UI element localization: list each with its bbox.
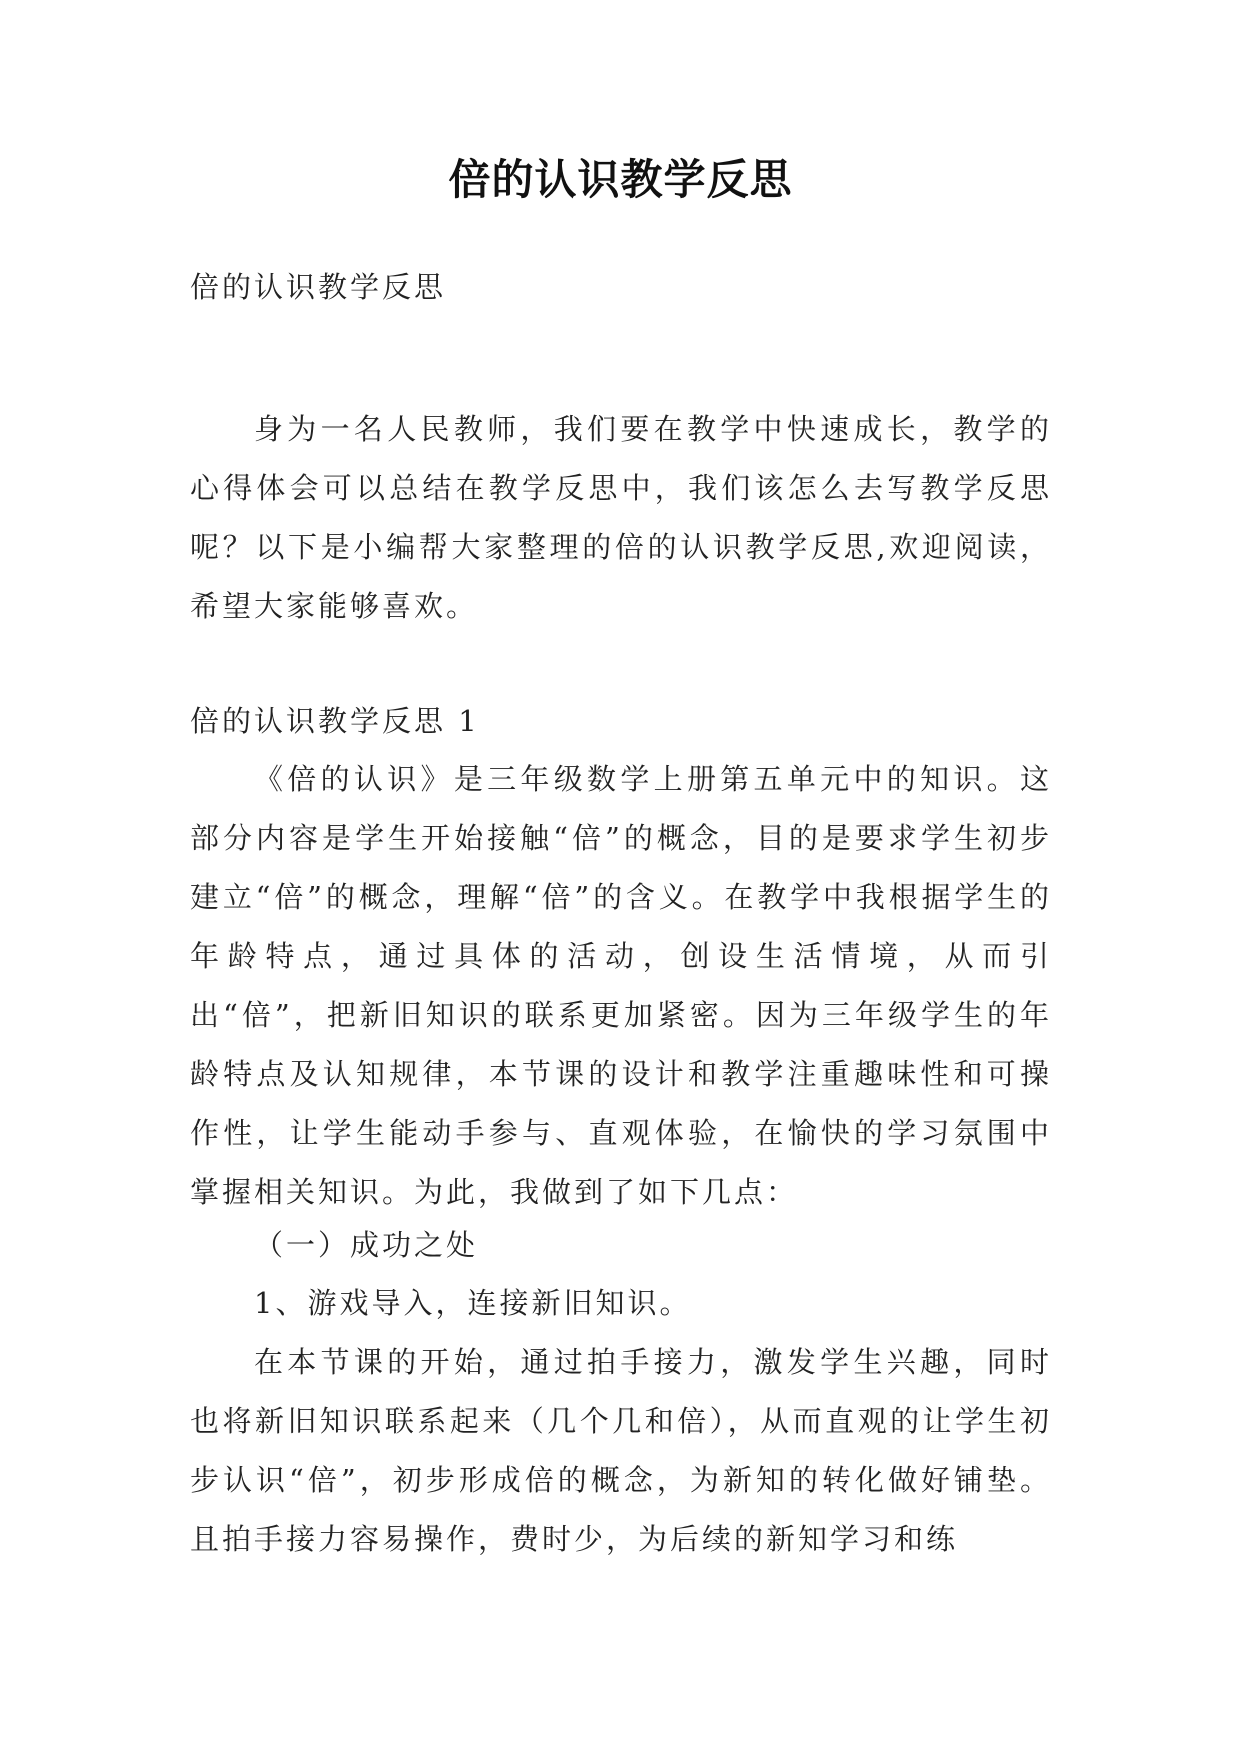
body-paragraph-2: （一）成功之处 bbox=[254, 1228, 479, 1262]
section-heading: 倍的认识教学反思 1 bbox=[190, 704, 480, 738]
body-paragraph-4: 在本节课的开始，通过拍手接力，激发学生兴趣，同时也将新旧知识联系起来（几个几和倍），从而直观的让学生初步认识“倍”，初步形成倍的概念，为新知的转化做好铺垫。且拍手接力容易操作，费时少，为后续的新知学习和练 bbox=[190, 1345, 1052, 1556]
document-title: 倍的认识教学反思 bbox=[448, 155, 793, 204]
intro-paragraph: 身为一名人民教师，我们要在教学中快速成长，教学的心得体会可以总结在教学反思中，我们该怎么去写教学反思呢？以下是小编帮大家整理的倍的认识教学反思,欢迎阅读，希望大家能够喜欢。 bbox=[190, 412, 1052, 623]
body-paragraph-1: 《倍的认识》是三年级数学上册第五单元中的知识。这部分内容是学生开始接触“倍”的概念，目的是要求学生初步建立“倍”的概念，理解“倍”的含义。在教学中我根据学生的年龄特点，通过具体的活动，创设生活情境，从而引出“倍”，把新旧知识的联系更加紧密。因为三年级学生的年龄特点及认知规律，本节课的设计和教学注重趣味性和可操作性，让学生能动手参与、直观体验，在愉快的学习氛围中掌握相关知识。为此，我做到了如下几点： bbox=[190, 762, 1052, 1209]
body-paragraph-3: 1、游戏导入，连接新旧知识。 bbox=[254, 1286, 692, 1320]
document-subtitle: 倍的认识教学反思 bbox=[190, 270, 447, 304]
